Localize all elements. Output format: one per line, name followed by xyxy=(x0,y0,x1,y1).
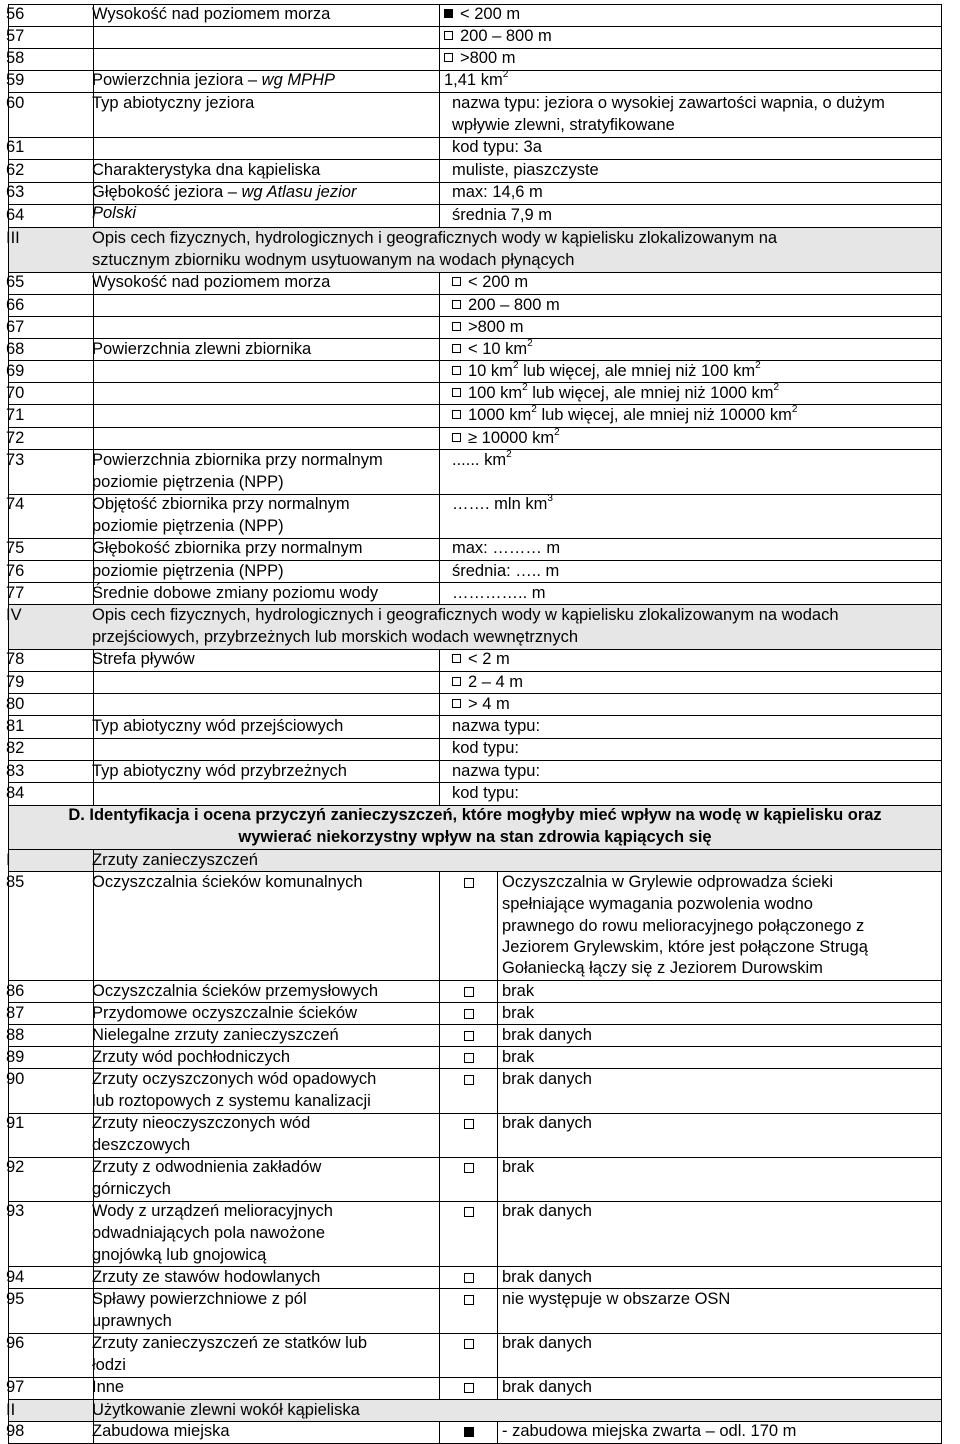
row-num: 82 xyxy=(6,739,25,757)
checkbox-icon xyxy=(452,433,461,442)
row-label: Głębokość jeziora – wg Atlasu jezior xyxy=(92,183,357,201)
row-num: 66 xyxy=(6,296,25,314)
subsection-roman: I xyxy=(6,851,11,869)
row-label: Zrzuty oczyszczonych wód opadowych xyxy=(92,1070,377,1088)
row-value: Oczyszczalnia w Grylewie odprowadza ścieki xyxy=(502,873,834,891)
row-label-cont: deszczowych xyxy=(92,1136,191,1154)
subsection-roman: II xyxy=(6,1401,16,1419)
row-value: muliste, piaszczyste xyxy=(452,161,599,179)
section-roman: IV xyxy=(6,606,22,624)
option-56: < 200 m xyxy=(444,4,520,26)
checkbox-icon xyxy=(452,410,461,419)
checkbox-icon xyxy=(452,699,461,708)
row-label: Głębokość zbiornika przy normalnym xyxy=(92,539,363,557)
row-value-cont: spełniające wymagania pozwolenia wodno xyxy=(502,895,813,913)
row-label: Strefa pływów xyxy=(92,650,195,668)
row-num: 72 xyxy=(6,429,25,447)
option-66: 200 – 800 m xyxy=(452,295,560,317)
row-num: 90 xyxy=(6,1070,25,1088)
section-title: Opis cech fizycznych, hydrologicznych i geograficznych wody w kąpielisku zlokalizowanym na wodach xyxy=(92,606,839,624)
row-num: 62 xyxy=(6,161,25,179)
row-value: brak xyxy=(502,1048,535,1066)
checkbox-icon xyxy=(464,987,474,997)
row-value-cont: Gołaniecką łączy się z Jeziorem Durowskim xyxy=(502,959,823,977)
checkbox-icon xyxy=(452,344,461,353)
option-78: < 2 m xyxy=(452,649,510,671)
row-label-cont: górniczych xyxy=(92,1180,171,1198)
row-label: Typ abiotyczny wód przybrzeżnych xyxy=(92,762,347,780)
checkbox-icon xyxy=(464,1295,474,1305)
row-label: Zrzuty z odwodnienia zakładów xyxy=(92,1158,322,1176)
row-label: poziomie piętrzenia (NPP) xyxy=(92,562,284,580)
row-value: średnia: ….. m xyxy=(452,562,560,580)
option-58: >800 m xyxy=(444,48,516,70)
checked-box-icon xyxy=(464,1427,474,1437)
section-d-title: D. Identyfikacja i ocena przyczyń zanieczyszczeń, które mogłyby mieć wpływ na wodę w kąpielisku oraz xyxy=(68,806,882,824)
row-label: Inne xyxy=(92,1378,125,1396)
row-label: Nielegalne zrzuty zanieczyszczeń xyxy=(92,1026,339,1044)
checkbox-icon xyxy=(452,322,461,331)
row-num: 95 xyxy=(6,1290,25,1308)
row-num: 75 xyxy=(6,539,25,557)
checkbox-icon xyxy=(464,1339,474,1349)
checkbox-icon xyxy=(464,1075,474,1085)
row-value: 1,41 $km^2$ xyxy=(444,68,509,89)
checkbox-icon xyxy=(464,1273,474,1283)
row-label: Średnie dobowe zmiany poziomu wody xyxy=(92,584,379,602)
section-roman: III xyxy=(6,229,20,247)
row-num: 84 xyxy=(6,784,25,802)
row-label-cont: poziomie piętrzenia (NPP) xyxy=(92,473,284,491)
row-label: Zrzuty nieoczyszczonych wód xyxy=(92,1114,311,1132)
row-value: max: 14,6 m xyxy=(452,183,543,201)
row-num: 89 xyxy=(6,1048,25,1066)
row-label-cont: odwadniających pola nawożone xyxy=(92,1224,325,1242)
row-num: 59 xyxy=(6,71,25,89)
row-value: średnia 7,9 m xyxy=(452,206,552,224)
checkbox-icon xyxy=(452,277,461,286)
row-label: Zrzuty zanieczyszczeń ze statków lub xyxy=(92,1334,368,1352)
section-d-title-cont: wywierać niekorzystny wpływ na stan zdrowia kąpiących się xyxy=(238,828,712,846)
row-num: 98 xyxy=(6,1422,25,1440)
row-num: 68 xyxy=(6,340,25,358)
row-label-cont: uprawnych xyxy=(92,1312,172,1330)
row-value: max: ……… m xyxy=(452,539,561,557)
row-value: brak danych xyxy=(502,1070,592,1088)
row-num: 76 xyxy=(6,562,25,580)
row-num: 56 xyxy=(6,5,25,23)
row-num: 91 xyxy=(6,1114,25,1132)
row-value: ……. mln $km^3$ xyxy=(452,492,553,513)
checkbox-icon xyxy=(464,1053,474,1063)
option-71: 1000 $km^2$ lub więcej, ale mniej niż 10000 $km^2$ xyxy=(452,405,797,427)
row-value-cont: Jeziorem Grylewskim, które jest połączone Strugą xyxy=(502,938,868,956)
checkbox-icon xyxy=(464,1031,474,1041)
checkbox-icon xyxy=(444,31,453,40)
row-value: nazwa typu: jeziora o wysokiej zawartości wapnia, o dużym xyxy=(452,94,885,112)
checkbox-icon xyxy=(452,654,461,663)
row-num: 73 xyxy=(6,451,25,469)
row-label-cont: poziomie piętrzenia (NPP) xyxy=(92,517,284,535)
row-value-cont: wpływie zlewni, stratyfikowane xyxy=(452,116,675,134)
row-num: 67 xyxy=(6,318,25,336)
section-title-cont: sztucznym zbiorniku wodnym usytuowanym na wodach płynących xyxy=(92,251,575,269)
row-label: Zrzuty ze stawów hodowlanych xyxy=(92,1268,321,1286)
row-value: brak xyxy=(502,1158,535,1176)
row-value: brak danych xyxy=(502,1114,592,1132)
row-label: Powierzchnia zlewni zbiornika xyxy=(92,340,312,358)
row-value: ………….. m xyxy=(452,584,546,602)
row-num: 83 xyxy=(6,762,25,780)
row-value: kod typu: 3a xyxy=(452,138,542,156)
row-value: brak danych xyxy=(502,1202,592,1220)
row-label: Wody z urządzeń melioracyjnych xyxy=(92,1202,333,1220)
checkbox-icon xyxy=(452,300,461,309)
checkbox-icon xyxy=(464,1119,474,1129)
row-label-cont: gnojówką lub gnojowicą xyxy=(92,1246,267,1264)
row-value: nazwa typu: xyxy=(452,762,541,780)
row-label: Oczyszczalnia ścieków komunalnych xyxy=(92,873,363,891)
checkbox-icon xyxy=(464,1207,474,1217)
row-num: 79 xyxy=(6,673,25,691)
row-value: brak xyxy=(502,1004,535,1022)
checkbox-icon xyxy=(464,1383,474,1393)
row-num: 88 xyxy=(6,1026,25,1044)
row-num: 71 xyxy=(6,406,25,424)
row-num: 77 xyxy=(6,584,25,602)
row-num: 85 xyxy=(6,873,25,891)
row-value: brak danych xyxy=(502,1378,592,1396)
row-num: 70 xyxy=(6,384,25,402)
option-68: < 10 $km^2$ xyxy=(452,339,533,361)
row-num: 60 xyxy=(6,94,25,112)
row-value: brak danych xyxy=(502,1026,592,1044)
option-57: 200 – 800 m xyxy=(444,26,552,48)
row-label: Powierzchnia jeziora – wg MPHP xyxy=(92,71,336,89)
row-num: 69 xyxy=(6,362,25,380)
row-value: ...... $km^2$ xyxy=(452,448,512,469)
option-72: ≥ 10000 $km^2$ xyxy=(452,428,560,450)
row-num: 57 xyxy=(6,27,25,45)
row-label-cont: lub roztopowych z systemu kanalizacji xyxy=(92,1092,371,1110)
row-num: 64 xyxy=(6,206,25,224)
row-value-cont: prawnego do rowu melioracyjnego połączonego z xyxy=(502,917,865,935)
row-label: Objętość zbiornika przy normalnym xyxy=(92,495,350,513)
row-label: Typ abiotyczny wód przejściowych xyxy=(92,717,344,735)
checkbox-icon xyxy=(452,388,461,397)
checkbox-icon xyxy=(464,1009,474,1019)
row-num: 86 xyxy=(6,982,25,1000)
row-value: brak xyxy=(502,982,535,1000)
row-num: 58 xyxy=(6,49,25,67)
row-num: 92 xyxy=(6,1158,25,1176)
row-num: 97 xyxy=(6,1378,25,1396)
row-value: kod typu: xyxy=(452,784,519,802)
checkbox-icon xyxy=(464,878,474,888)
option-79: 2 – 4 m xyxy=(452,672,523,694)
row-label: Powierzchnia zbiornika przy normalnym xyxy=(92,451,383,469)
row-label: Wysokość nad poziomem morza xyxy=(92,273,331,291)
option-80: > 4 m xyxy=(452,694,510,716)
row-value: nie występuje w obszarze OSN xyxy=(502,1290,731,1308)
row-label-cont: łodzi xyxy=(92,1356,126,1374)
row-num: 94 xyxy=(6,1268,25,1286)
checked-box-icon xyxy=(444,9,453,18)
subsection-title: Użytkowanie zlewni wokół kąpieliska xyxy=(92,1401,360,1419)
row-value: brak danych xyxy=(502,1334,592,1352)
row-value: - zabudowa miejska zwarta – odl. 170 m xyxy=(502,1422,797,1440)
checkbox-icon xyxy=(444,53,453,62)
subsection-title: Zrzuty zanieczyszczeń xyxy=(92,851,258,869)
section-title: Opis cech fizycznych, hydrologicznych i geograficznych wody w kąpielisku zlokalizowanym na xyxy=(92,229,778,247)
row-label: Polski xyxy=(92,204,137,222)
row-num: 93 xyxy=(6,1202,25,1220)
row-num: 65 xyxy=(6,273,25,291)
row-num: 81 xyxy=(6,717,25,735)
checkbox-icon xyxy=(464,1163,474,1173)
row-num: 78 xyxy=(6,650,25,668)
row-label: Charakterystyka dna kąpieliska xyxy=(92,161,321,179)
row-label: Zabudowa miejska xyxy=(92,1422,230,1440)
option-69: 10 $km^2$ lub więcej, ale mniej niż 100 $km^2$ xyxy=(452,361,761,383)
row-value: nazwa typu: xyxy=(452,717,541,735)
row-num: 80 xyxy=(6,695,25,713)
row-value: kod typu: xyxy=(452,739,519,757)
row-num: 74 xyxy=(6,495,25,513)
row-num: 61 xyxy=(6,138,25,156)
row-value: brak danych xyxy=(502,1268,592,1286)
checkbox-icon xyxy=(452,366,461,375)
row-num: 96 xyxy=(6,1334,25,1352)
option-65: < 200 m xyxy=(452,272,528,294)
row-label: Oczyszczalnia ścieków przemysłowych xyxy=(92,982,379,1000)
checkbox-icon xyxy=(452,677,461,686)
row-label: Przydomowe oczyszczalnie ścieków xyxy=(92,1004,358,1022)
row-label: Zrzuty wód pochłodniczych xyxy=(92,1048,291,1066)
row-num: 87 xyxy=(6,1004,25,1022)
row-num: 63 xyxy=(6,183,25,201)
option-70: 100 $km^2$ lub więcej, ale mniej niż 1000 $km^2$ xyxy=(452,383,779,405)
row-label: Wysokość nad poziomem morza xyxy=(92,5,331,23)
row-label: Typ abiotyczny jeziora xyxy=(92,94,255,112)
option-67: >800 m xyxy=(452,317,524,339)
section-title-cont: przejściowych, przybrzeżnych lub morskich wodach wewnętrznych xyxy=(92,628,579,646)
row-label: Spławy powierzchniowe z pól xyxy=(92,1290,307,1308)
